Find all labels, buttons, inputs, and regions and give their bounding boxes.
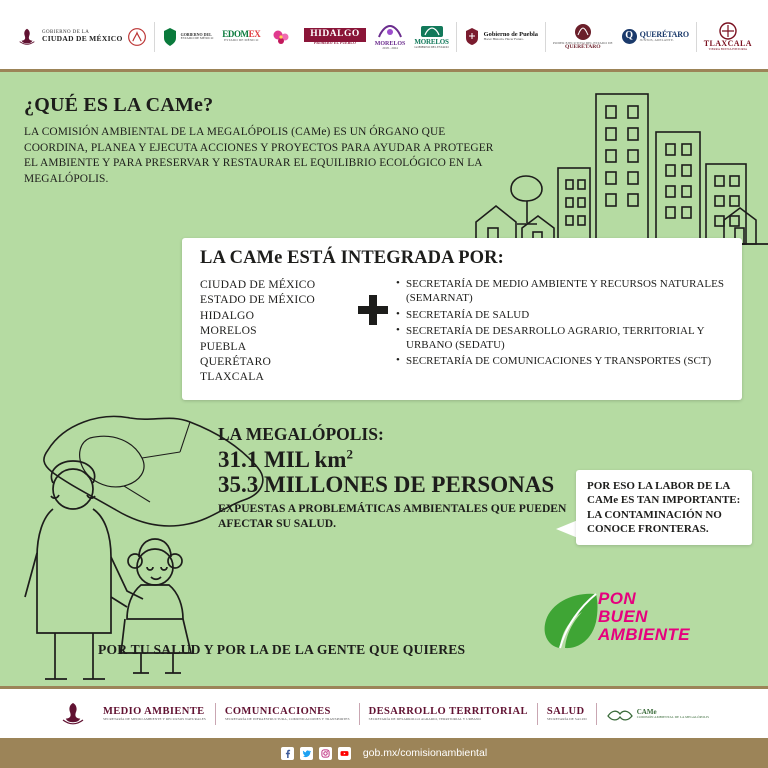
government-logo-bar — [0, 0, 768, 72]
logo-divider — [456, 22, 457, 52]
logo-queretaro-name: QUERÉTARO — [639, 29, 689, 39]
intro-paragraph: LA COMISIÓN AMBIENTAL DE LA MEGALÓPOLIS (CAMe) ES UN ÓRGANO QUE COORDINA, PLANEA Y EJECUTA ACCIONES Y PROYECTOS PARA AYUDAR A PROTEGER EL AMBIENTE Y PARA PRESERVAR Y RESTAURAR EL EQUILIBRIO ECOLÓGICO EN LA MEGALÓPOLIS. — [24, 126, 494, 186]
state-item: QUERÉTARO — [200, 355, 272, 369]
queretaro-seal-icon — [572, 22, 594, 42]
footer-item-medio-ambiente — [94, 706, 215, 721]
badge-text — [598, 590, 690, 644]
state-item: TLAXCALA — [200, 370, 265, 384]
website-url[interactable]: gob.mx/comisionambiental — [362, 747, 488, 759]
megalopolis-population: 35.3 MILLONES DE PERSONAS — [218, 472, 555, 498]
megalopolis-stats — [218, 424, 578, 531]
state-item: HIDALGO — [200, 308, 255, 322]
intro-block — [24, 94, 494, 188]
footer-item-title: MEDIO AMBIENTE — [102, 706, 205, 717]
logo-hidalgo-sub: PRIMERO EL PUEBLO — [314, 40, 356, 45]
members-card — [182, 238, 742, 400]
logo-morelos-gob — [412, 24, 450, 49]
edomex-word: EDOM — [222, 29, 249, 40]
logo-divider — [696, 22, 697, 52]
logo-puebla-sub: Hacer Historia. Hacer Futuro. — [483, 37, 525, 42]
footer-item-sub: SECRETARÍA DE SALUD — [546, 717, 587, 721]
leaf-icon — [540, 590, 602, 650]
social-bar — [0, 738, 768, 768]
facebook-icon[interactable] — [281, 747, 294, 760]
cdmx-mark-icon — [127, 27, 147, 47]
slogan-text: POR TU SALUD Y POR LA DE LA GENTE QUE QUIERES — [98, 642, 466, 657]
logo-queretaro-sub: JUNTOS, ADELANTE. — [639, 37, 675, 42]
footer-came-sub: COMISIÓN AMBIENTAL DE LA MEGALÓPOLIS — [636, 714, 710, 719]
morelos-gob-icon — [420, 24, 444, 39]
queretaro-q-icon: Q — [622, 29, 637, 44]
footer-item-title: DESARROLLO TERRITORIAL — [368, 706, 528, 717]
logo-puebla — [462, 27, 540, 46]
megalopolis-area-exponent: 2 — [346, 446, 353, 462]
logo-queretaro-seal-line1: PODER EJECUTIVO DEL ESTADO DE — [552, 40, 613, 45]
footer-item-desarrollo-territorial — [360, 706, 537, 721]
mexico-eagle-icon — [16, 26, 38, 48]
plus-icon — [356, 293, 390, 327]
logo-hidalgo — [302, 28, 367, 45]
secretariat-item: • SECRETARÍA DE MEDIO AMBIENTE Y RECURSOS NATURALES (SEMARNAT) — [396, 277, 726, 306]
footer-item-comunicaciones — [216, 706, 359, 721]
logo-queretaro — [620, 29, 691, 44]
twitter-icon[interactable] — [300, 747, 313, 760]
footer-item-sub: SECRETARÍA DE MEDIO AMBIENTE Y RECURSOS NATURALES — [102, 717, 206, 721]
logo-tlaxcala — [702, 22, 754, 51]
footer-item-sub: SECRETARÍA DE DESARROLLO AGRARIO, TERRITORIAL Y URBANO — [368, 717, 482, 721]
logo-queretaro-seal-line2: QUERÉTARO — [565, 44, 601, 51]
flower-icon — [269, 27, 295, 47]
footer-item-sub: SECRETARÍA DE INFRAESTRUCTURA, COMUNICACIONES Y TRANSPORTES — [224, 717, 350, 721]
morelos-emblem-icon — [375, 23, 405, 41]
footer-item-title: SALUD — [546, 706, 585, 717]
state-item: MORELOS — [200, 324, 257, 338]
page-title: ¿QUÉ ES LA CAMe? — [24, 94, 214, 116]
youtube-icon[interactable] — [338, 747, 351, 760]
logo-divider — [154, 22, 155, 52]
logo-morelos-name: MORELOS — [374, 40, 406, 47]
badge-line1: PON — [598, 589, 637, 608]
logo-tlaxcala-sub: TIERRA BUENA HISTORIA — [708, 46, 748, 51]
came-leaf-icon — [607, 707, 633, 721]
logo-queretaro-seal — [551, 22, 615, 51]
instagram-icon[interactable] — [319, 747, 332, 760]
logo-morelos-flower — [267, 27, 297, 47]
badge-line2: BUEN — [598, 607, 648, 627]
logo-cdmx-line2: CIUDAD DE MÉXICO — [42, 34, 123, 44]
megalopolis-heading: LA MEGALÓPOLIS: — [218, 424, 384, 444]
logo-tlaxcala-name: TLAXCALA — [703, 38, 752, 48]
edomex-wordmark-sub: ESTADO DE MÉXICO — [224, 38, 259, 43]
logo-edomex — [160, 27, 216, 47]
logo-puebla-name: Gobierno de Puebla — [483, 30, 538, 38]
footer-item-title: COMUNICACIONES — [224, 706, 331, 717]
mexico-eagle-icon — [59, 700, 87, 728]
footer-item-salud — [538, 706, 596, 721]
edomex-seal-icon — [162, 27, 178, 47]
secretariats-list — [396, 277, 726, 371]
state-item: ESTADO DE MÉXICO — [200, 293, 315, 307]
secretariat-item: • SECRETARÍA DE DESARROLLO AGRARIO, TERRITORIAL Y URBANO (SEDATU) — [396, 324, 726, 353]
tlaxcala-seal-icon — [719, 22, 737, 40]
members-card-heading: LA CAMe ESTÁ INTEGRADA POR: — [200, 248, 504, 268]
pon-buen-ambiente-badge — [540, 582, 720, 667]
edomex-word-accent: EX — [248, 29, 261, 40]
logo-cdmx — [14, 26, 149, 48]
logo-morelos-sub: 2018 - 2024 — [382, 45, 398, 50]
logo-hidalgo-band: HIDALGO — [304, 28, 365, 42]
secretariat-item: • SECRETARÍA DE SALUD — [396, 308, 726, 322]
callout-box: POR ESO LA LABOR DE LA CAMe ES TAN IMPORTANTE: LA CONTAMINACIÓN NO CONOCE FRONTERAS. — [576, 470, 752, 545]
logo-divider — [545, 22, 546, 52]
callout-arrow — [556, 520, 578, 538]
footer-came-name: CAMe — [636, 707, 657, 716]
member-states-list — [200, 277, 350, 385]
logo-cdmx-line1: GOBIERNO DE LA — [42, 30, 90, 36]
state-item: CIUDAD DE MÉXICO — [200, 278, 316, 291]
plus-symbol — [350, 277, 396, 327]
megalopolis-note: EXPUESTAS A PROBLEMÁTICAS AMBIENTALES QUE PUEDEN AFECTAR SU SALUD. — [218, 501, 567, 530]
logo-edomex-line1: GOBIERNO DEL — [180, 31, 212, 37]
logo-morelos — [373, 23, 408, 50]
secretariat-item: • SECRETARÍA DE COMUNICACIONES Y TRANSPORTES (SCT) — [396, 354, 726, 368]
logo-morelos-gob-sub: GOBIERNO DEL ESTADO — [414, 45, 449, 50]
megalopolis-area — [218, 447, 578, 472]
footer-came-logo — [597, 707, 709, 721]
logo-morelos-gob-name: MORELOS — [414, 37, 449, 46]
logo-edomex-line2: ESTADO DE MÉXICO — [180, 35, 214, 40]
puebla-seal-icon — [464, 27, 480, 46]
badge-line3: AMBIENTE — [598, 625, 690, 645]
footer-agency-bar — [0, 686, 768, 738]
infographic-canvas — [0, 72, 768, 686]
megalopolis-area-value: 31.1 MIL km — [218, 447, 347, 472]
logo-edomex-wordmark — [220, 30, 262, 43]
state-item: PUEBLA — [200, 339, 247, 353]
